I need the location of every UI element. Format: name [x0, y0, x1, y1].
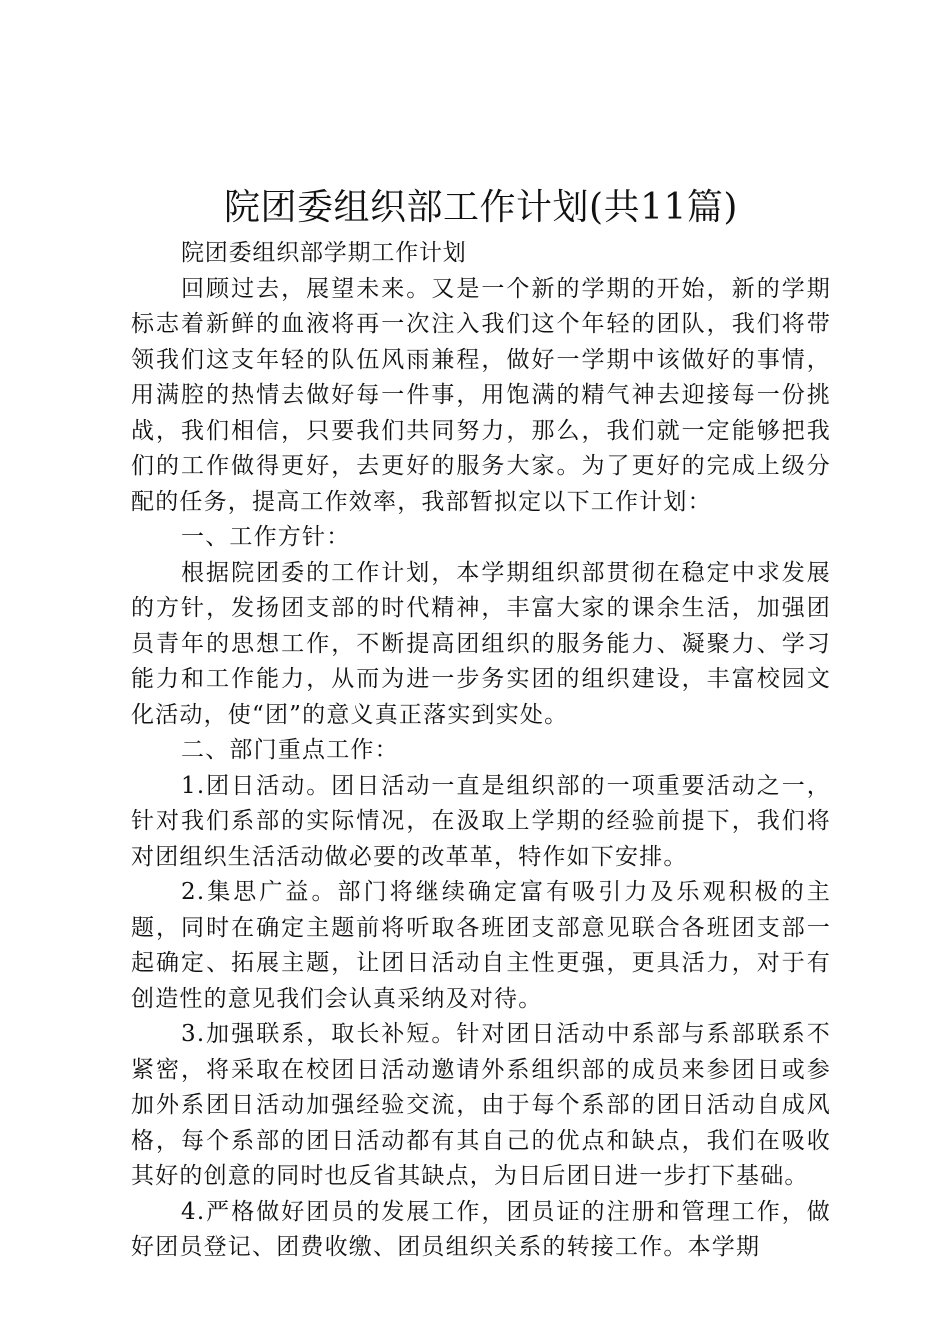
document-title: 院团委组织部工作计划(共11篇) — [224, 187, 738, 228]
paragraph-intro: 回顾过去，展望未来。又是一个新的学期的开始，新的学期标志着新鲜的血液将再一次注入我们这个年轻的团队，我们将带领我们这支年轻的队伍风雨兼程，做好一学期中该做好的事情，用满腔的热情去做好每一件事，用饱满的精气神去迎接每一份挑战，我们相信，只要我们共同努力，那么，我们就一定能够把我们的工作做得更好，去更好的服务大家。为了更好的完成上级分配的任务，提高工作效率，我部暂拟定以下工作计划： — [131, 275, 831, 515]
heading-key-work: 二、部门重点工作： — [181, 737, 399, 763]
heading-work-policy: 一、工作方针： — [181, 524, 351, 550]
paragraph-item-1: 1.团日活动。团日活动一直是组织部的一项重要活动之一，针对我们系部的实际情况，在汲取上学期的经验前提下，我们将对团组织生活活动做必要的改革革，特作如下安排。 — [131, 772, 831, 870]
paragraph-work-policy: 根据院团委的工作计划，本学期组织部贯彻在稳定中求发展的方针，发扬团支部的时代精神，丰富大家的课余生活，加强团员青年的思想工作，不断提高团组织的服务能力、凝聚力、学习能力和工作能力，从而为进一步务实团的组织建设，丰富校园文化活动，使“团”的意义真正落实到实处。 — [131, 559, 831, 728]
paragraph-item-2: 2.集思广益。部门将继续确定富有吸引力及乐观积极的主题，同时在确定主题前将听取各班团支部意见联合各班团支部一起确定、拓展主题，让团日活动自主性更强，更具活力，对于有创造性的意见我们会认真采纳及对待。 — [131, 879, 831, 1012]
document-page — [131, 180, 831, 1266]
paragraph-item-3: 3.加强联系，取长补短。针对团日活动中系部与系部联系不紧密，将采取在校团日活动邀请外系组织部的成员来参团日或参加外系团日活动加强经验交流，由于每个系部的团日活动自成风格，每个系部的团日活动都有其自己的优点和缺点，我们在吸收其好的创意的同时也反省其缺点，为日后团日进一步打下基础。 — [131, 1021, 831, 1189]
section-subtitle: 院团委组织部学期工作计划 — [181, 240, 467, 266]
paragraph-item-4: 4.严格做好团员的发展工作，团员证的注册和管理工作，做好团员登记、团费收缴、团员组织关系的转接工作。本学期 — [131, 1198, 831, 1260]
